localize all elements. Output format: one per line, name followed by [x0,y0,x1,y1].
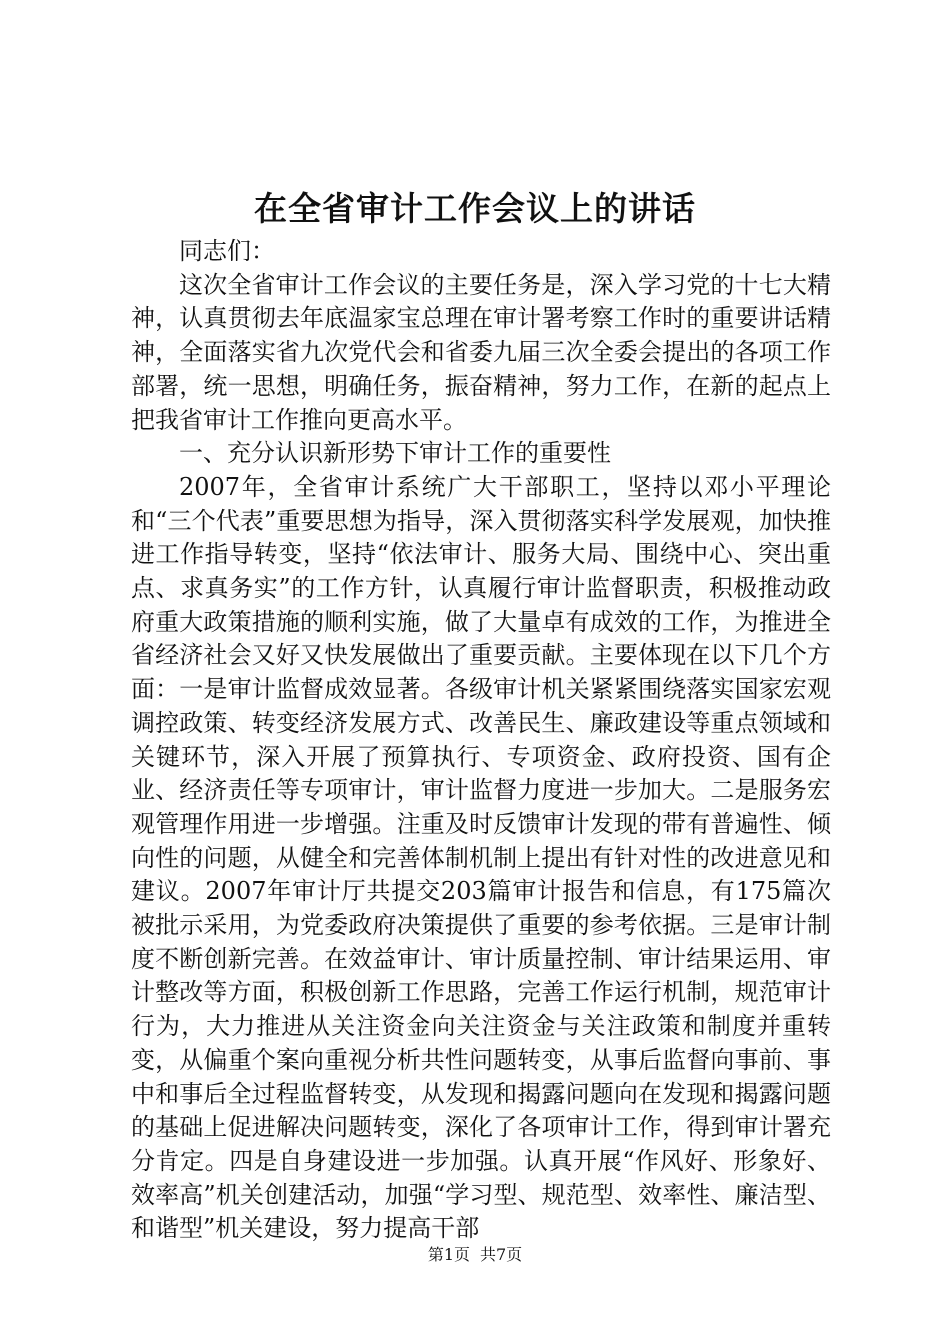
document-body [131,235,831,1246]
section-heading-1: 一、充分认识新形势下审计工作的重要性 [179,439,611,468]
paragraph-intro: 这次全省审计工作会议的主要任务是，深入学习党的十七大精神，认真贯彻去年底温家宝总理在审计署考察工作时的重要讲话精神，全面落实省九次党代会和省委九届三次全委会提出的各项工作部署，统一思想，明确任务，振奋精神，努力工作，在新的起点上把我省审计工作推向更高水平。 [131,270,831,434]
paragraph-2007-review: 2007年，全省审计系统广大干部职工，坚持以邓小平理论和“三个代表”重要思想为指导，深入贯彻落实科学发展观，加快推进工作指导转变，坚持“依法审计、服务大局、围绕中心、突出重点、求真务实”的工作方针，认真履行审计监督职责，积极推动政府重大政策措施的顺利实施，做了大量卓有成效的工作，为推进全省经济社会又好又快发展做出了重要贡献。主要体现在以下几个方面：一是审计监督成效显著。各级审计机关紧紧围绕落实国家宏观调控政策、转变经济发展方式、改善民生、廉政建设等重点领域和关键环节，深入开展了预算执行、专项资金、政府投资、国有企业、经济责任等专项审计，审计监督力度进一步加大。二是服务宏观管理作用进一步增强。注重及时反馈审计发现的带有普遍性、倾向性的问题，从健全和完善体制机制上提出有针对性的改进意见和建议。2007年审计厅共提交203篇审计报告和信息，有175篇次被批示采用，为党委政府决策提供了重要的参考依据。三是审计制度不断创新完善。在效益审计、审计质量控制、审计结果运用、审计整改等方面，积极创新工作思路，完善工作运行机制，规范审计行为，大力推进从关注资金向关注资金与关注政策和制度并重转变，从偏重个案向重视分析共性问题转变，从事后监督向事前、事中和事后全过程监督转变，从发现和揭露问题向在发现和揭露问题的基础上促进解决问题转变，深化了各项审计工作，得到审计署充分肯定。四是自身建设进一步加强。认真开展“作风好、形象好、效率高”机关创建活动，加强“学习型、规范型、效率性、廉洁型、和谐型”机关建设，努力提高干部 [131,472,831,1243]
page-number-current: 第1页 [427,1245,470,1264]
document-title: 在全省审计工作会议上的讲话 [254,189,696,228]
page-number-total: 共7页 [480,1245,523,1264]
salutation: 同志们： [179,237,275,265]
page-footer [0,1244,950,1266]
